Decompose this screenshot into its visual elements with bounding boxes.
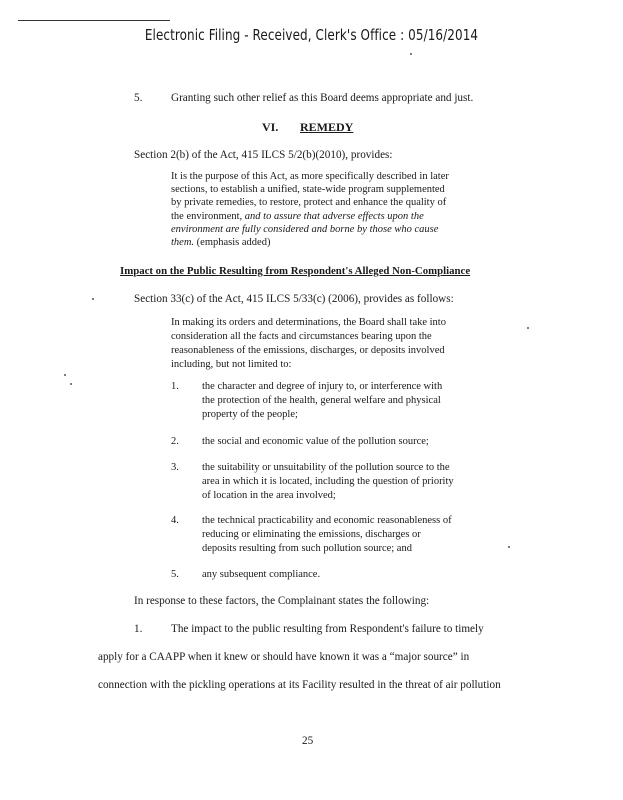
factor-line: area in which it is located, including the question of priority — [202, 476, 454, 487]
factor-line: the character and degree of injury to, or interference with — [202, 381, 443, 392]
factor-line: any subsequent compliance. — [202, 569, 321, 580]
scan-speck — [508, 546, 510, 548]
factor-number: 1. — [171, 381, 179, 392]
quote-line: including, but not limited to: — [171, 359, 292, 370]
factor-line: property of the people; — [202, 409, 298, 420]
factor-number: 2. — [171, 436, 179, 447]
quote-plain-text: the environment, — [171, 211, 245, 222]
emphasis-note: (emphasis added) — [194, 237, 271, 248]
page-number: 25 — [302, 735, 314, 747]
paragraph-line: apply for a CAAPP when it knew or should have known it was a “major source” in — [98, 651, 470, 663]
factor-line: the social and economic value of the pollution source; — [202, 436, 429, 447]
quote-line: In making its orders and determinations, the Board shall take into — [171, 317, 446, 328]
quote-line — [171, 237, 270, 248]
scan-speck — [410, 53, 412, 55]
factor-line: the suitability or unsuitability of the pollution source to the — [202, 462, 450, 473]
scan-speck — [92, 298, 94, 300]
quote-emphasis: them. — [171, 237, 195, 248]
paragraph-number: 1. — [134, 623, 143, 635]
quote-line: reasonableness of the emissions, discharges, or deposits involved — [171, 345, 445, 356]
section-numeral: VI. — [262, 120, 279, 134]
response-intro: In response to these factors, the Complainant states the following: — [134, 595, 430, 607]
paragraph-line: connection with the pickling operations at its Facility resulted in the threat of air pollution — [98, 679, 501, 691]
scan-speck — [70, 383, 72, 385]
section-title: REMEDY — [300, 120, 354, 134]
item-text: Granting such other relief as this Board deems appropriate and just. — [171, 92, 474, 104]
quote-emphasis: and to assure that adverse effects upon the — [244, 211, 424, 222]
factor-line: the protection of the health, general welfare and physical — [202, 395, 441, 406]
quote-line — [171, 211, 424, 222]
factor-line: of location in the area involved; — [202, 490, 336, 501]
section33-intro: Section 33(c) of the Act, 415 ILCS 5/33(c) (2006), provides as follows: — [134, 293, 454, 305]
impact-heading: Impact on the Public Resulting from Respondent's Alleged Non-Compliance — [120, 265, 471, 277]
factor-number: 4. — [171, 515, 179, 526]
filing-stamp: Electronic Filing - Received, Clerk's Office : 05/16/2014 — [144, 26, 479, 44]
factor-line: deposits resulting from such pollution source; and — [202, 543, 412, 554]
quote-line: It is the purpose of this Act, as more specifically described in later — [171, 171, 449, 182]
paragraph-line: The impact to the public resulting from Respondent's failure to timely — [171, 623, 484, 635]
factor-number: 5. — [171, 569, 179, 580]
quote-line: sections, to establish a unified, state-wide program supplemented — [171, 184, 445, 195]
scan-speck — [64, 374, 66, 376]
factor-line: reducing or eliminating the emissions, discharges or — [202, 529, 421, 540]
quote-emphasis: environment are fully considered and borne by those who cause — [171, 224, 439, 235]
factor-number: 3. — [171, 462, 179, 473]
header-rule — [18, 20, 170, 21]
quote-line: by private remedies, to restore, protect and enhance the quality of — [171, 197, 447, 208]
scan-speck — [527, 327, 529, 329]
act-intro: Section 2(b) of the Act, 415 ILCS 5/2(b)(2010), provides: — [134, 149, 393, 161]
item-number: 5. — [134, 92, 143, 104]
quote-line: consideration all the facts and circumstances bearing upon the — [171, 331, 432, 342]
factor-line: the technical practicability and economic reasonableness of — [202, 515, 452, 526]
